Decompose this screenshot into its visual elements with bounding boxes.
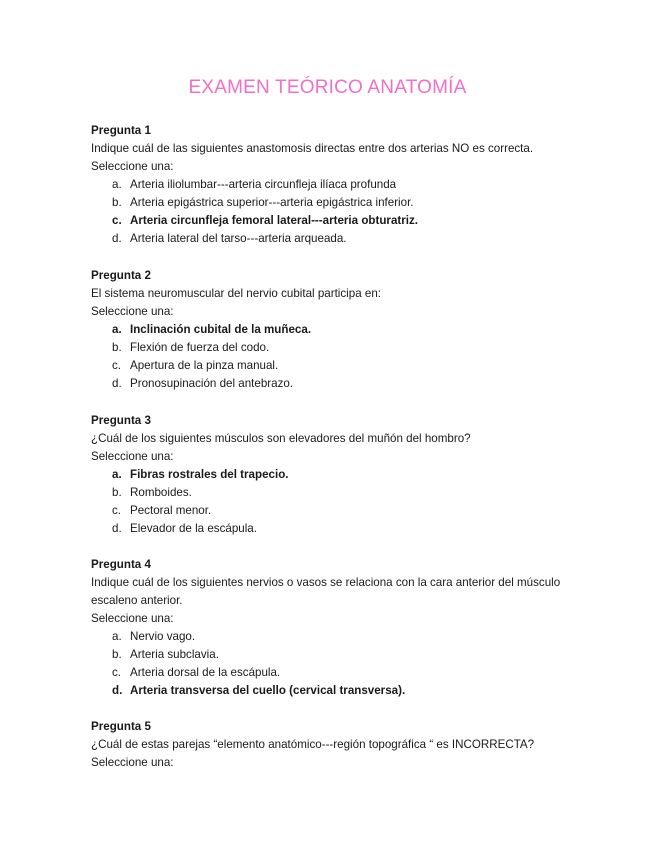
option-c[interactable] [91, 502, 571, 520]
option-text: Arteria subclavia. [130, 648, 219, 661]
question-5 [91, 718, 571, 772]
option-letter: b. [112, 341, 122, 354]
page-title: EXAMEN TEÓRICO ANATOMÍA [188, 77, 467, 98]
question-4 [91, 556, 571, 700]
select-prompt: Seleccione una: [91, 756, 174, 769]
option-text: Inclinación cubital de la muñeca. [130, 323, 312, 336]
options-list [91, 466, 571, 538]
option-letter: b. [112, 648, 122, 661]
option-a[interactable] [91, 628, 571, 646]
option-a[interactable] [91, 176, 571, 194]
options-list [91, 628, 571, 700]
question-heading: Pregunta 2 [91, 269, 151, 282]
question-heading: Pregunta 1 [91, 124, 151, 137]
option-text: Arteria transversa del cuello (cervical transversa). [130, 684, 406, 697]
question-3 [91, 412, 571, 538]
option-text: Fibras rostrales del trapecio. [130, 468, 289, 481]
option-text: Nervio vago. [130, 630, 196, 643]
option-b[interactable] [91, 646, 571, 664]
option-d[interactable] [91, 375, 571, 393]
option-text: Arteria iliolumbar---arteria circunfleja ilíaca profunda [130, 178, 397, 191]
options-list [91, 176, 571, 248]
option-d-correct[interactable] [91, 682, 571, 700]
option-letter: a. [112, 468, 122, 481]
question-text: Indique cuál de los siguientes nervios o vasos se relaciona con la cara anterior del músculo escaleno anterior. [91, 576, 561, 607]
question-text: El sistema neuromuscular del nervio cubital participa en: [91, 287, 381, 300]
option-text: Arteria dorsal de la escápula. [130, 666, 281, 679]
option-text: Arteria epigástrica superior---arteria epigástrica inferior. [130, 196, 414, 209]
option-letter: a. [112, 323, 122, 336]
select-prompt: Seleccione una: [91, 612, 174, 625]
option-letter: d. [112, 522, 122, 535]
question-heading: Pregunta 5 [91, 720, 151, 733]
question-heading: Pregunta 4 [91, 558, 151, 571]
options-list [91, 321, 571, 393]
option-text: Elevador de la escápula. [130, 522, 257, 535]
question-text: Indique cuál de las siguientes anastomosis directas entre dos arterias NO es correcta. [91, 142, 534, 155]
option-letter: d. [112, 377, 122, 390]
question-heading: Pregunta 3 [91, 414, 151, 427]
question-1 [91, 122, 571, 248]
option-letter: b. [112, 196, 122, 209]
option-a-correct[interactable] [91, 466, 571, 484]
select-prompt: Seleccione una: [91, 450, 174, 463]
option-text: Romboides. [130, 486, 192, 499]
option-letter: c. [112, 359, 122, 372]
option-a-correct[interactable] [91, 321, 571, 339]
option-d[interactable] [91, 520, 571, 538]
option-letter: a. [112, 178, 122, 191]
option-letter: b. [112, 486, 122, 499]
question-2 [91, 267, 571, 393]
option-c[interactable] [91, 664, 571, 682]
option-letter: c. [112, 666, 122, 679]
option-letter: c. [112, 214, 122, 227]
question-text: ¿Cuál de estas parejas “elemento anatómico---región topográfica “ es INCORRECTA? [91, 738, 535, 751]
option-letter: a. [112, 630, 122, 643]
option-text: Apertura de la pinza manual. [130, 359, 279, 372]
option-c[interactable] [91, 357, 571, 375]
option-text: Pronosupinación del antebrazo. [130, 377, 294, 390]
option-b[interactable] [91, 194, 571, 212]
select-prompt: Seleccione una: [91, 305, 174, 318]
select-prompt: Seleccione una: [91, 160, 174, 173]
option-text: Arteria lateral del tarso---arteria arqueada. [130, 232, 347, 245]
option-b[interactable] [91, 484, 571, 502]
option-text: Flexión de fuerza del codo. [130, 341, 270, 354]
option-letter: c. [112, 504, 122, 517]
option-letter: d. [112, 684, 123, 697]
option-b[interactable] [91, 339, 571, 357]
option-letter: d. [112, 232, 122, 245]
option-d[interactable] [91, 230, 571, 248]
question-text: ¿Cuál de los siguientes músculos son elevadores del muñón del hombro? [91, 432, 471, 445]
option-c-correct[interactable] [91, 212, 571, 230]
option-text: Pectoral menor. [130, 504, 212, 517]
option-text: Arteria circunfleja femoral lateral---arteria obturatriz. [130, 214, 418, 227]
